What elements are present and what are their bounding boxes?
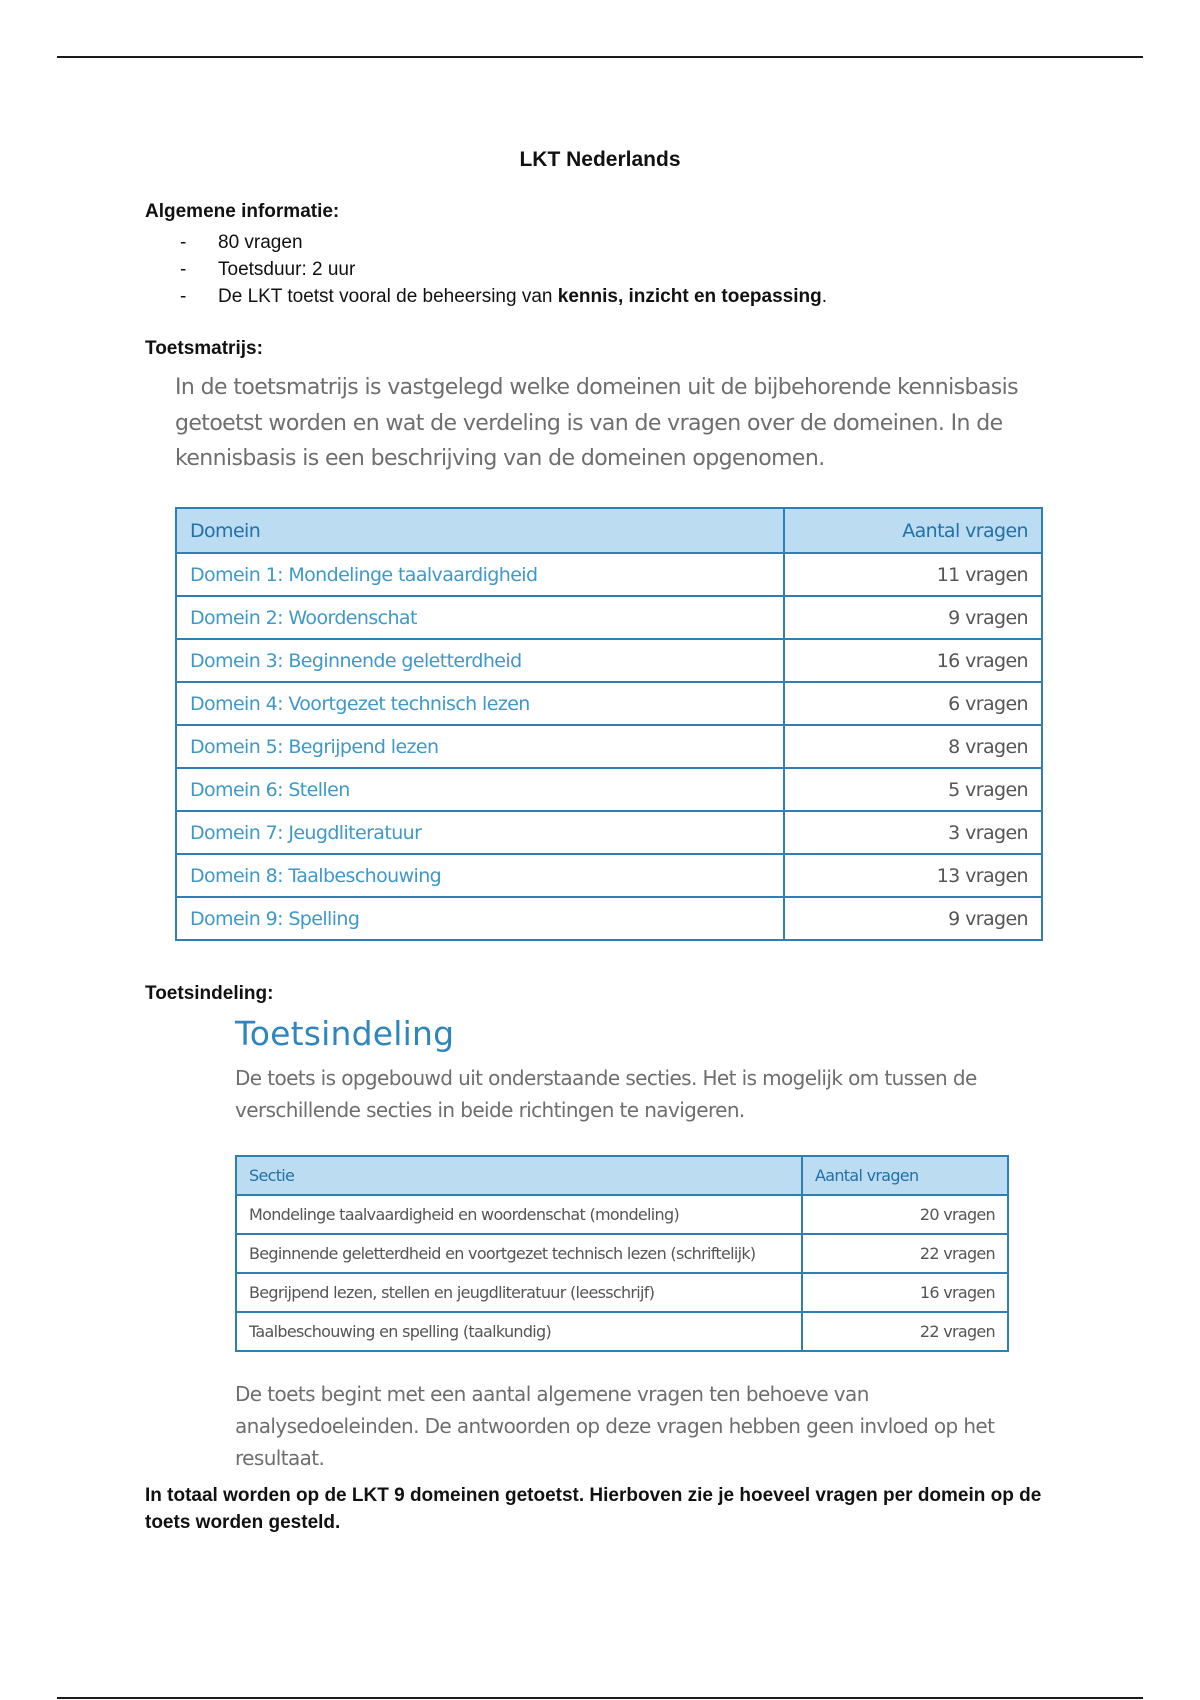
count-cell: 11 vragen — [784, 553, 1042, 596]
count-cell: 6 vragen — [784, 682, 1042, 725]
list-item-text: Toetsduur: 2 uur — [218, 259, 356, 280]
count-cell: 16 vragen — [802, 1273, 1008, 1312]
matrix-table — [175, 507, 1043, 941]
count-cell: 9 vragen — [784, 897, 1042, 940]
list-item: - Toetsduur: 2 uur — [180, 259, 356, 280]
count-cell: 16 vragen — [784, 639, 1042, 682]
domain-cell: Domein 4: Voortgezet technisch lezen — [176, 682, 784, 725]
general-info-heading: Algemene informatie: — [145, 201, 340, 222]
section-cell: Begrijpend lezen, stellen en jeugdliteratuur (leesschrijf) — [236, 1273, 802, 1312]
domain-cell: Domein 2: Woordenschat — [176, 596, 784, 639]
domain-column-header: Domein — [176, 508, 784, 553]
table-row — [176, 768, 1042, 811]
domain-cell: Domein 5: Begrijpend lezen — [176, 725, 784, 768]
count-cell: 5 vragen — [784, 768, 1042, 811]
table-row — [176, 897, 1042, 940]
table-header-row — [236, 1156, 1008, 1195]
list-item-text: De LKT toetst vooral de beheersing van — [218, 286, 558, 307]
document-title: LKT Nederlands — [519, 148, 681, 171]
domain-cell: Domein 1: Mondelinge taalvaardigheid — [176, 553, 784, 596]
closing-paragraph: In totaal worden op de LKT 9 domeinen getoetst. Hierboven zie je hoeveel vragen per domein op de toets worden gesteld. — [145, 1485, 1042, 1533]
section-column-header: Sectie — [236, 1156, 802, 1195]
domain-cell: Domein 3: Beginnende geletterdheid — [176, 639, 784, 682]
count-column-header: Aantal vragen — [784, 508, 1042, 553]
section-cell: Taalbeschouwing en spelling (taalkundig) — [236, 1312, 802, 1351]
list-item: - 80 vragen — [180, 232, 303, 253]
section-cell: Beginnende geletterdheid en voortgezet technisch lezen (schriftelijk) — [236, 1234, 802, 1273]
table-row — [236, 1273, 1008, 1312]
list-item-emphasis: kennis, inzicht en toepassing — [557, 286, 822, 307]
section-cell: Mondelinge taalvaardigheid en woordenschat (mondeling) — [236, 1195, 802, 1234]
table-row — [176, 682, 1042, 725]
matrix-heading: Toetsmatrijs: — [145, 338, 263, 359]
bottom-rule — [57, 1697, 1143, 1699]
table-row — [176, 596, 1042, 639]
layout-heading: Toetsindeling: — [145, 983, 274, 1004]
layout-outro: De toets begint met een aantal algemene vragen ten behoeve van analysedoeleinden. De antwoorden op deze vragen hebben geen invloed op het resultaat. — [235, 1382, 995, 1470]
layout-intro: De toets is opgebouwd uit onderstaande secties. Het is mogelijk om tussen de verschillende secties in beide richtingen te navigeren. — [235, 1066, 977, 1122]
general-info-list — [180, 229, 827, 310]
table-row — [236, 1312, 1008, 1351]
table-row — [176, 553, 1042, 596]
matrix-intro: In de toetsmatrijs is vastgelegd welke domeinen uit de bijbehorende kennisbasis getoetst worden en wat de verdeling is van de vragen over de domeinen. In de kennisbasis is een beschrijving van de domeinen opgenomen. — [175, 375, 1018, 471]
count-cell: 20 vragen — [802, 1195, 1008, 1234]
table-row — [176, 811, 1042, 854]
table-header-row — [176, 508, 1042, 553]
domain-cell: Domein 8: Taalbeschouwing — [176, 854, 784, 897]
list-item-text: 80 vragen — [218, 232, 303, 253]
domain-cell: Domein 6: Stellen — [176, 768, 784, 811]
table-row — [176, 639, 1042, 682]
count-column-header: Aantal vragen — [802, 1156, 1008, 1195]
domain-cell: Domein 7: Jeugdliteratuur — [176, 811, 784, 854]
count-cell: 9 vragen — [784, 596, 1042, 639]
layout-blue-heading: Toetsindeling — [235, 1014, 455, 1053]
domain-cell: Domein 9: Spelling — [176, 897, 784, 940]
table-row — [236, 1234, 1008, 1273]
top-rule — [57, 56, 1143, 58]
table-row — [236, 1195, 1008, 1234]
count-cell: 22 vragen — [802, 1234, 1008, 1273]
count-cell: 3 vragen — [784, 811, 1042, 854]
list-item: - De LKT toetst vooral de beheersing van kennis, inzicht en toepassing. — [180, 286, 827, 307]
count-cell: 13 vragen — [784, 854, 1042, 897]
count-cell: 8 vragen — [784, 725, 1042, 768]
count-cell: 22 vragen — [802, 1312, 1008, 1351]
sections-table — [235, 1155, 1009, 1352]
table-row — [176, 725, 1042, 768]
list-item-punctuation: . — [821, 286, 827, 307]
table-row — [176, 854, 1042, 897]
